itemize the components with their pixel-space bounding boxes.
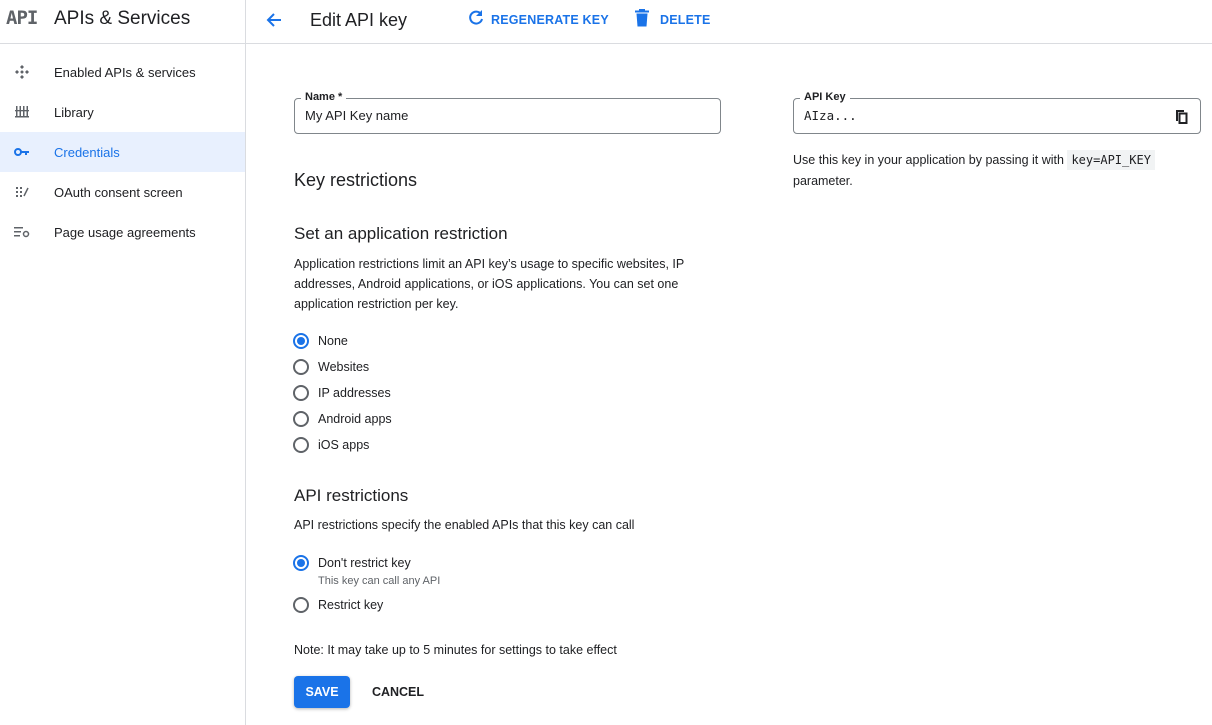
radio-label: Restrict key — [318, 598, 384, 612]
sidebar-item-credentials[interactable] — [0, 132, 245, 172]
copy-icon[interactable] — [1175, 109, 1188, 129]
radio-label: iOS apps — [318, 438, 370, 452]
radio-label: IP addresses — [318, 386, 391, 400]
refresh-icon — [467, 9, 485, 30]
radio-button[interactable] — [293, 597, 309, 613]
radio-websites[interactable] — [293, 359, 369, 375]
radio-hint: This key can call any API — [318, 575, 441, 587]
sidebar-item-label: OAuth consent screen — [54, 184, 183, 200]
page-header — [246, 0, 1212, 44]
help-text-end: parameter. — [793, 174, 853, 188]
sidebar-item-oauth-consent[interactable] — [0, 172, 245, 212]
sidebar-item-page-usage[interactable] — [0, 212, 245, 252]
radio-button[interactable] — [293, 333, 309, 349]
back-button[interactable] — [264, 10, 284, 35]
radio-button[interactable] — [293, 385, 309, 401]
sidebar-item-label: Library — [54, 104, 94, 120]
radio-ip-addresses[interactable] — [293, 385, 391, 401]
name-field[interactable] — [294, 91, 721, 134]
radio-dont-restrict-key[interactable] — [293, 555, 411, 571]
regenerate-key-button[interactable] — [467, 9, 609, 30]
consent-icon — [0, 186, 54, 198]
key-restrictions-heading: Key restrictions — [294, 170, 418, 190]
hub-icon — [0, 64, 54, 80]
radio-button[interactable] — [293, 437, 309, 453]
name-field-value: My API Key name — [305, 108, 409, 123]
sidebar-item-label: Enabled APIs & services — [54, 64, 196, 80]
api-key-field — [793, 91, 1201, 134]
trash-icon — [634, 9, 650, 30]
help-code: key=API_KEY — [1067, 150, 1154, 170]
radio-restrict-key[interactable] — [293, 597, 383, 613]
settings-list-icon — [0, 226, 54, 238]
product-title: APIs & Services — [54, 8, 191, 29]
library-icon — [0, 105, 54, 119]
radio-button[interactable] — [293, 411, 309, 427]
api-key-value: AIza... — [804, 108, 857, 123]
regenerate-label: REGENERATE KEY — [491, 12, 609, 27]
help-text: Use this key in your application by passing it with — [793, 153, 1064, 167]
api-restrictions-heading: API restrictions — [294, 486, 409, 505]
api-logo: API — [6, 7, 38, 29]
save-button[interactable]: SAVE — [294, 676, 350, 708]
sidebar-item-label: Page usage agreements — [54, 224, 196, 240]
key-icon — [0, 147, 54, 157]
radio-none[interactable] — [293, 333, 348, 349]
api-key-field-label: API Key — [800, 91, 850, 103]
radio-ios-apps[interactable] — [293, 437, 369, 453]
radio-button-checked[interactable] — [293, 555, 309, 571]
radio-label: Android apps — [318, 412, 392, 426]
sidebar-item-enabled-apis[interactable] — [0, 52, 245, 92]
sidebar-item-library[interactable] — [0, 92, 245, 132]
radio-label: None — [318, 334, 348, 348]
radio-label: Websites — [318, 360, 370, 374]
radio-button[interactable] — [293, 359, 309, 375]
api-key-help — [793, 150, 1203, 192]
radio-label: Don't restrict key — [318, 556, 411, 570]
app-restriction-description: Application restrictions limit an API key’s usage to specific websites, IP addresses, Android applications, or iOS applications. You can set one application restriction per key. — [294, 257, 684, 311]
delete-label: DELETE — [660, 12, 711, 27]
app-restriction-heading: Set an application restriction — [294, 224, 508, 243]
sidebar-header — [0, 0, 245, 44]
cancel-button[interactable]: CANCEL — [362, 676, 434, 708]
sidebar-item-label: Credentials — [54, 144, 120, 160]
name-field-label: Name * — [301, 91, 346, 103]
settings-note: Note: It may take up to 5 minutes for settings to take effect — [294, 643, 617, 657]
radio-android-apps[interactable] — [293, 411, 392, 427]
page-title: Edit API key — [310, 10, 408, 30]
api-restrictions-description: API restrictions specify the enabled APIs that this key can call — [294, 518, 635, 532]
delete-button[interactable] — [634, 9, 711, 30]
